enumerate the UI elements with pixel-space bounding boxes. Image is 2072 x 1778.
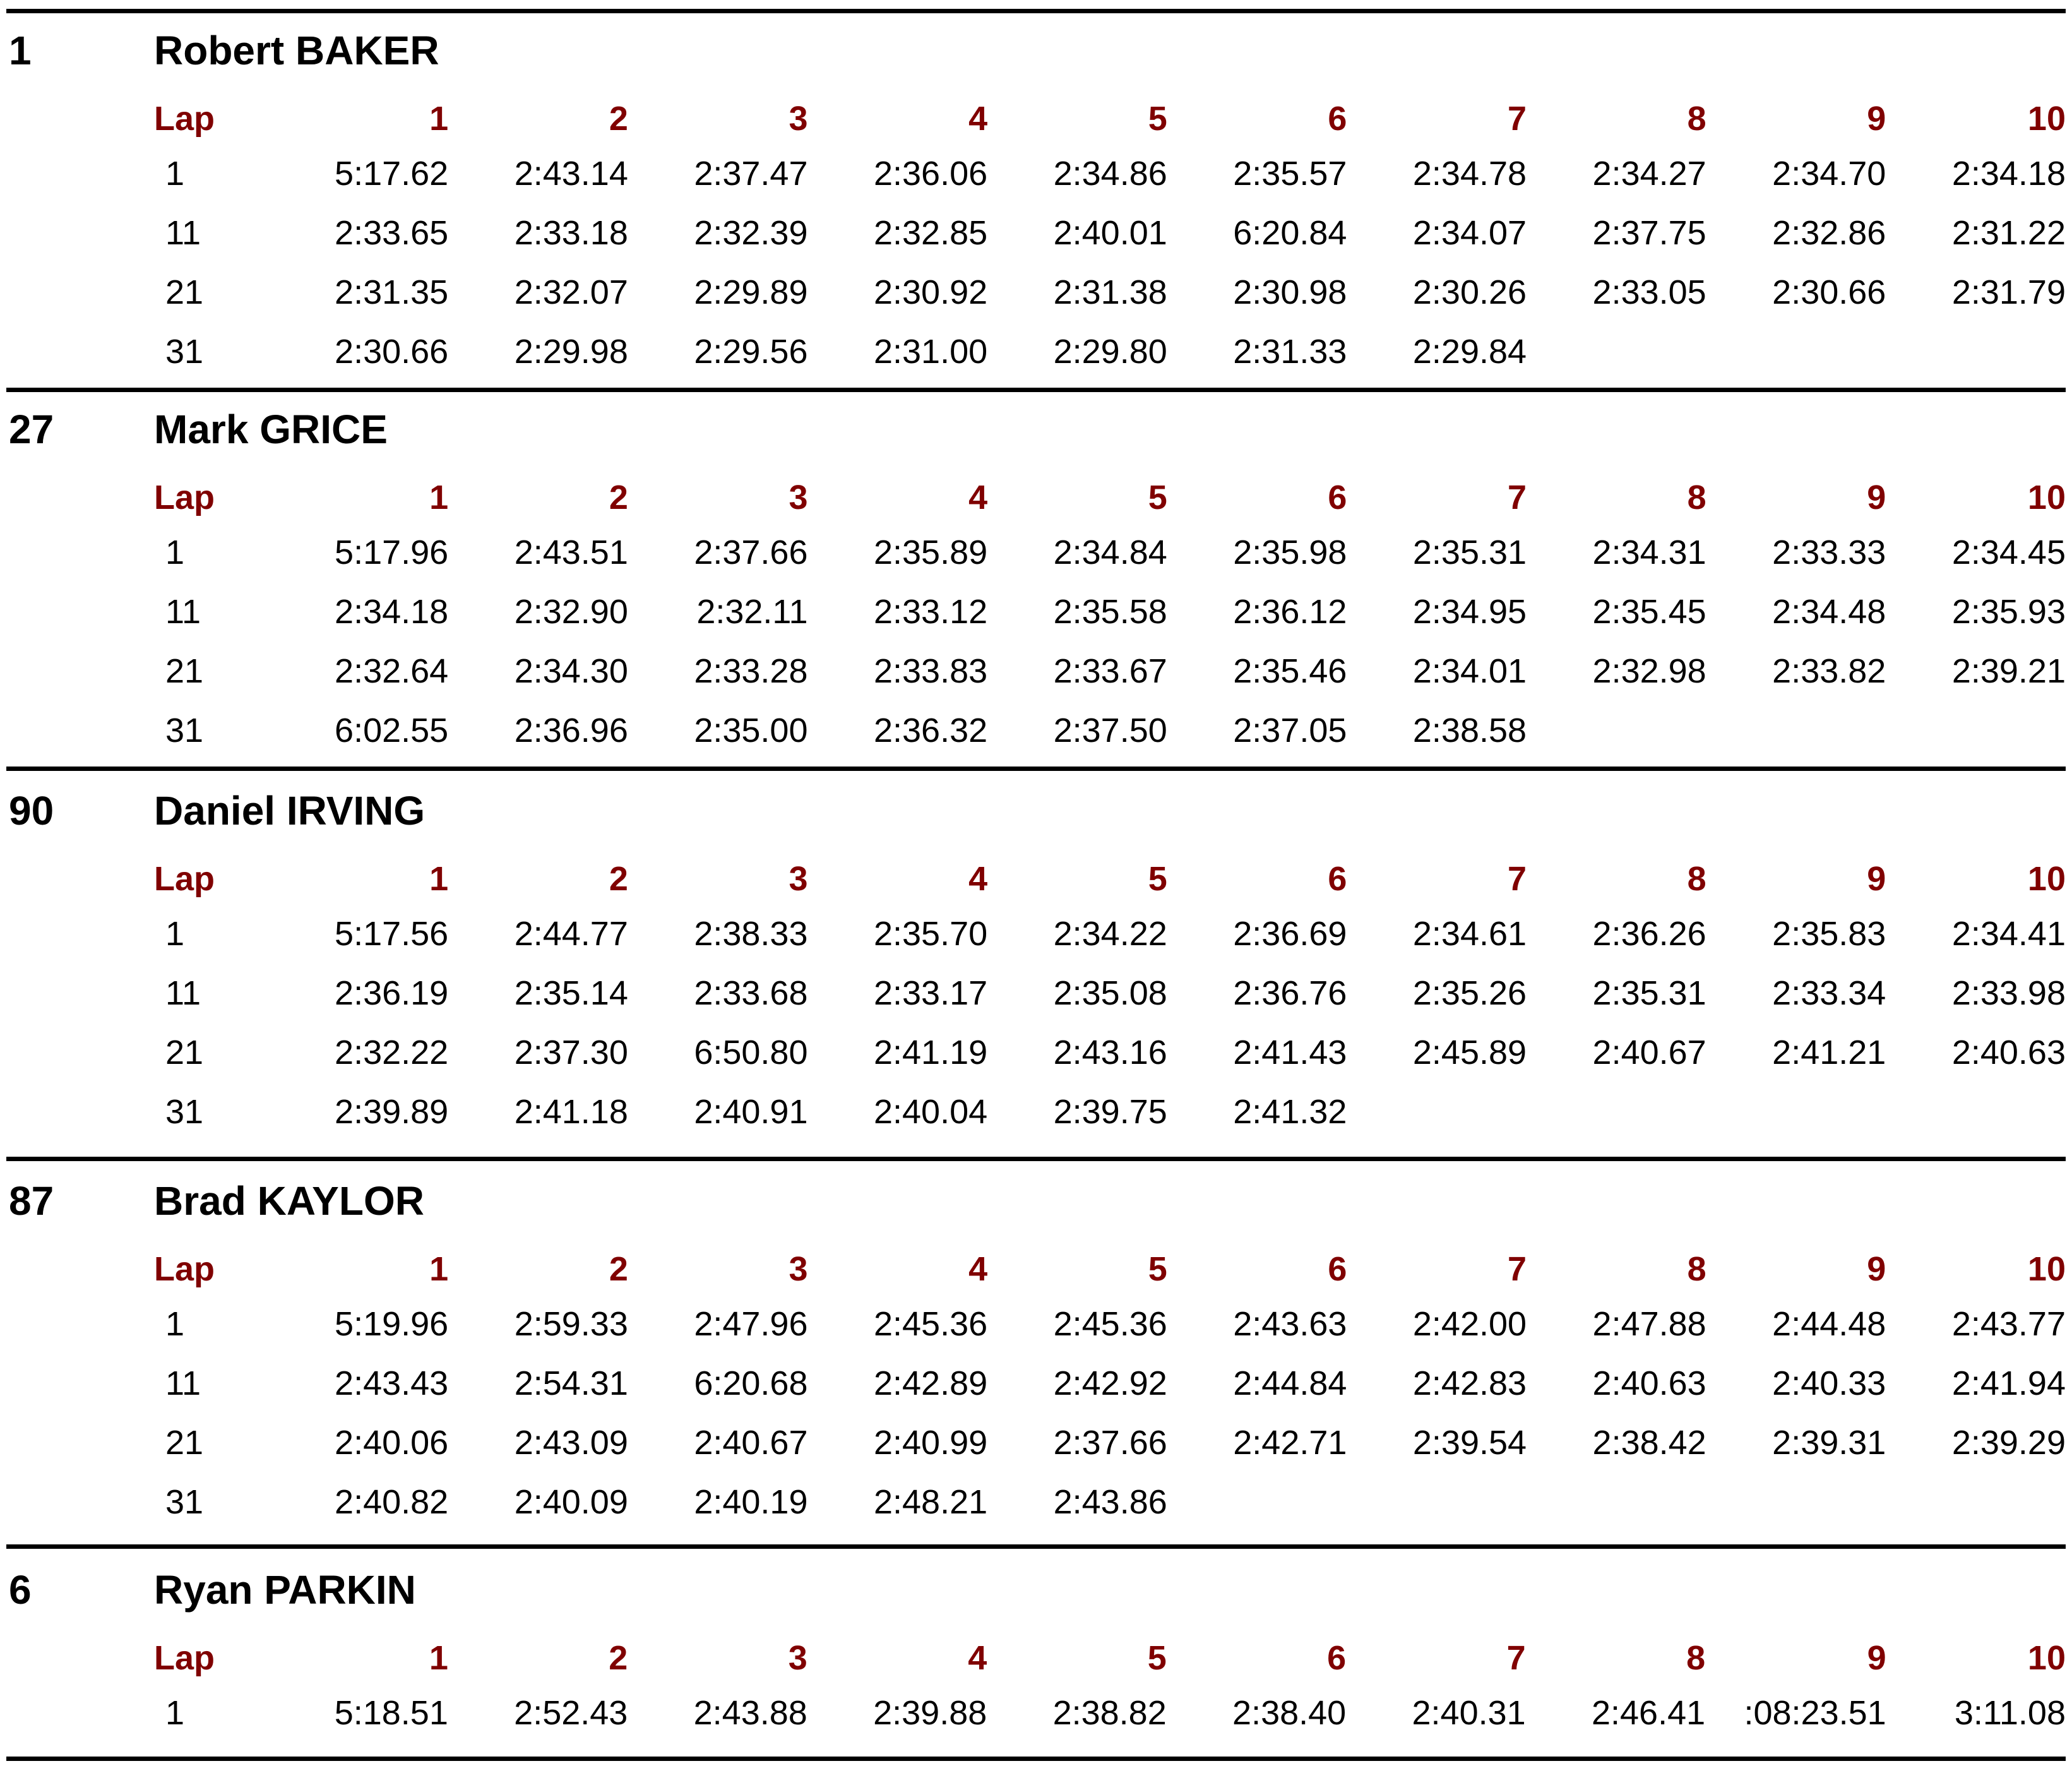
lap-column-header: 4 xyxy=(968,100,988,138)
lap-time-cell: 2:31.79 xyxy=(1951,273,2066,311)
lap-time-cell: 2:35.83 xyxy=(1772,915,1886,953)
car-number: 1 xyxy=(9,28,32,73)
lap-time-cell: 2:39.75 xyxy=(1053,1093,1167,1131)
rule-top xyxy=(6,9,2066,13)
lap-header-label: Lap xyxy=(154,1639,215,1677)
lap-column-header: 5 xyxy=(1148,860,1167,898)
lap-column-header: 8 xyxy=(1687,479,1706,516)
lap-column-header: 3 xyxy=(789,100,808,138)
lap-time-cell: 2:36.69 xyxy=(1233,915,1347,953)
lap-time-cell: 2:44.48 xyxy=(1772,1305,1886,1343)
lap-time-cell: 2:37.47 xyxy=(694,155,808,193)
lap-time-cell: 2:40.19 xyxy=(694,1483,808,1521)
lap-time-cell: 2:40.09 xyxy=(514,1483,628,1521)
lap-time-cell: 2:42.71 xyxy=(1233,1424,1347,1462)
lap-time-cell: 2:41.18 xyxy=(514,1093,628,1131)
lap-time-cell: 2:35.00 xyxy=(694,712,808,749)
lap-row-start: 1 xyxy=(165,915,185,953)
lap-row-start: 11 xyxy=(165,593,201,631)
lap-time-cell: 6:50.80 xyxy=(694,1034,808,1071)
lap-column-header: 3 xyxy=(789,860,808,898)
lap-time-cell: 2:40.91 xyxy=(694,1093,808,1131)
lap-column-header: 4 xyxy=(968,1639,987,1677)
lap-time-cell: 6:20.68 xyxy=(694,1364,808,1402)
lap-time-cell xyxy=(1533,1082,1713,1142)
lap-time-cell: 2:30.66 xyxy=(335,333,449,371)
lap-time-cell: 2:48.21 xyxy=(873,1483,988,1521)
lap-column-header: 7 xyxy=(1506,1639,1526,1677)
lap-column-header: 3 xyxy=(789,479,808,516)
lap-header-label: Lap xyxy=(154,860,215,898)
lap-row-start: 31 xyxy=(165,1483,204,1521)
lap-time-cell: 2:30.66 xyxy=(1772,273,1886,311)
lap-time-cell: 2:40.33 xyxy=(1772,1364,1886,1402)
lap-column-header: 6 xyxy=(1328,1250,1347,1288)
lap-column-header: 6 xyxy=(1328,479,1347,516)
lap-time-cell: 2:39.21 xyxy=(1951,652,2066,690)
lap-row xyxy=(139,641,2072,701)
lap-time-cell: 2:41.21 xyxy=(1772,1034,1886,1071)
lap-time-cell: 2:42.89 xyxy=(873,1364,988,1402)
rule-divider xyxy=(6,767,2066,771)
lap-column-header: 10 xyxy=(2027,1250,2066,1288)
lap-row xyxy=(139,523,2072,582)
lap-time-cell: 2:32.86 xyxy=(1772,214,1886,252)
lap-time-cell xyxy=(1892,701,2072,760)
lap-column-header: 3 xyxy=(789,1250,808,1288)
lap-time-cell: 2:36.12 xyxy=(1233,593,1347,631)
lap-time-cell: 2:47.88 xyxy=(1592,1305,1706,1343)
lap-time-cell: 2:43.16 xyxy=(1053,1034,1167,1071)
lap-row xyxy=(139,263,2072,322)
lap-time-cell: 2:41.43 xyxy=(1233,1034,1347,1071)
lap-column-header: 2 xyxy=(609,860,628,898)
driver-name: Robert BAKER xyxy=(154,28,439,73)
lap-time-cell: 2:35.31 xyxy=(1592,974,1706,1012)
lap-time-cell: 2:33.82 xyxy=(1772,652,1886,690)
lap-time-cell: 2:34.07 xyxy=(1412,214,1527,252)
driver-section xyxy=(0,1557,2072,1732)
lap-time-cell: 2:38.33 xyxy=(694,915,808,953)
lap-time-cell: 2:40.63 xyxy=(1951,1034,2066,1071)
rule-divider xyxy=(6,388,2066,392)
lap-column-header: 10 xyxy=(2027,1639,2066,1677)
lap-row xyxy=(139,1082,2072,1142)
lap-row-start: 21 xyxy=(165,1034,204,1071)
lap-row xyxy=(139,582,2072,641)
lap-time-cell: 5:17.62 xyxy=(335,155,449,193)
lap-time-cell xyxy=(1892,322,2072,381)
lap-time-cell: 2:34.45 xyxy=(1951,534,2066,571)
rule-bottom xyxy=(6,1757,2066,1761)
lap-time-cell: 2:35.46 xyxy=(1233,652,1347,690)
lap-column-header: 9 xyxy=(1867,860,1886,898)
lap-column-header: 9 xyxy=(1867,100,1886,138)
lap-time-cell xyxy=(1713,701,1893,760)
lap-column-header: 2 xyxy=(609,100,628,138)
lap-time-cell xyxy=(1533,1472,1713,1532)
lap-time-cell: 2:40.63 xyxy=(1592,1364,1706,1402)
lap-time-cell: 2:37.75 xyxy=(1592,214,1706,252)
lap-time-cell: 2:34.84 xyxy=(1053,534,1167,571)
lap-row xyxy=(139,1413,2072,1472)
lap-time-cell: 5:17.56 xyxy=(335,915,449,953)
lap-column-header: 10 xyxy=(2027,860,2066,898)
lap-row xyxy=(139,701,2072,760)
lap-column-header: 6 xyxy=(1328,100,1347,138)
lap-time-cell: 2:34.22 xyxy=(1053,915,1167,953)
driver-name: Ryan PARKIN xyxy=(154,1567,416,1613)
lap-row-start: 21 xyxy=(165,273,204,311)
lap-header-row xyxy=(139,854,2072,904)
lap-header-label: Lap xyxy=(154,479,215,516)
lap-time-cell: 2:35.45 xyxy=(1592,593,1706,631)
lap-column-header: 7 xyxy=(1508,860,1527,898)
lap-row xyxy=(139,1354,2072,1413)
lap-time-cell: 2:39.88 xyxy=(873,1694,987,1732)
lap-column-header: 4 xyxy=(968,479,988,516)
lap-time-cell: 2:33.65 xyxy=(335,214,449,252)
lap-time-cell xyxy=(1353,1472,1533,1532)
lap-time-cell: 2:34.27 xyxy=(1592,155,1706,193)
lap-time-cell: 6:20.84 xyxy=(1233,214,1347,252)
lap-time-cell: 2:35.93 xyxy=(1951,593,2066,631)
lap-time-cell: 2:30.26 xyxy=(1412,273,1527,311)
lap-time-cell: 2:35.26 xyxy=(1412,974,1527,1012)
lap-row-start: 1 xyxy=(165,155,185,193)
lap-column-header: 7 xyxy=(1508,1250,1527,1288)
lap-column-header: 1 xyxy=(429,100,449,138)
lap-column-header: 4 xyxy=(968,860,988,898)
lap-time-cell: 2:35.57 xyxy=(1233,155,1347,193)
lap-time-cell: 2:40.82 xyxy=(335,1483,449,1521)
lap-row xyxy=(139,904,2072,964)
lap-column-header: 1 xyxy=(429,479,449,516)
lap-column-header: 8 xyxy=(1686,1639,1706,1677)
rule-divider xyxy=(6,1157,2066,1161)
lap-time-cell: 2:34.41 xyxy=(1951,915,2066,953)
lap-time-cell: 2:43.88 xyxy=(693,1694,807,1732)
lap-time-cell: 2:34.01 xyxy=(1412,652,1527,690)
lap-column-header: 2 xyxy=(609,1250,628,1288)
lap-time-cell: 5:18.51 xyxy=(334,1694,448,1732)
lap-column-header: 1 xyxy=(429,1250,449,1288)
lap-time-cell: 2:41.19 xyxy=(873,1034,988,1071)
car-number: 6 xyxy=(9,1567,32,1613)
driver-name: Mark GRICE xyxy=(154,407,388,452)
lap-time-cell: 2:33.98 xyxy=(1951,974,2066,1012)
lap-time-cell xyxy=(1713,322,1893,381)
lap-time-cell: 2:33.18 xyxy=(514,214,628,252)
lap-time-cell: 2:30.98 xyxy=(1233,273,1347,311)
lap-time-cell: 2:40.06 xyxy=(335,1424,449,1462)
lap-time-cell: 2:35.08 xyxy=(1053,974,1167,1012)
lap-time-cell: 2:34.31 xyxy=(1592,534,1706,571)
lap-row-start: 21 xyxy=(165,652,204,690)
lap-time-cell: 2:32.39 xyxy=(694,214,808,252)
lap-time-cell: 2:32.85 xyxy=(873,214,988,252)
lap-time-cell: 2:33.34 xyxy=(1772,974,1886,1012)
lap-row-start: 21 xyxy=(165,1424,204,1462)
lap-time-cell xyxy=(1353,1082,1533,1142)
lap-time-cell: 2:36.06 xyxy=(873,155,988,193)
driver-name: Brad KAYLOR xyxy=(154,1178,424,1224)
lap-time-cell: 2:31.22 xyxy=(1951,214,2066,252)
lap-column-header: 5 xyxy=(1147,1639,1167,1677)
lap-time-cell: 2:39.29 xyxy=(1951,1424,2066,1462)
lap-time-cell: 2:30.92 xyxy=(873,273,988,311)
lap-time-cell: 2:34.30 xyxy=(514,652,628,690)
lap-time-cell: 2:43.77 xyxy=(1951,1305,2066,1343)
car-number: 90 xyxy=(9,788,54,833)
lap-header-row xyxy=(139,472,2072,523)
lap-header-row xyxy=(139,1244,2072,1294)
lap-time-cell: 2:40.31 xyxy=(1412,1694,1526,1732)
lap-column-header: 8 xyxy=(1687,1250,1706,1288)
lap-column-header: 9 xyxy=(1867,1250,1886,1288)
lap-time-cell xyxy=(1713,1472,1893,1532)
lap-time-cell: 2:47.96 xyxy=(694,1305,808,1343)
lap-row-start: 1 xyxy=(165,1694,185,1732)
lap-time-cell: 2:34.86 xyxy=(1053,155,1167,193)
lap-times-table xyxy=(139,1244,2072,1532)
lap-column-header: 7 xyxy=(1508,479,1527,516)
lap-time-cell: 2:46.41 xyxy=(1591,1694,1706,1732)
lap-time-cell: 2:32.22 xyxy=(335,1034,449,1071)
lap-times-table xyxy=(139,1633,2072,1743)
lap-row-start: 11 xyxy=(165,214,201,252)
lap-time-cell: 3:11.08 xyxy=(1954,1694,2066,1732)
lap-time-cell: 2:41.32 xyxy=(1233,1093,1347,1131)
lap-time-cell: 2:34.48 xyxy=(1772,593,1886,631)
lap-time-cell: 2:34.95 xyxy=(1412,593,1527,631)
lap-time-cell: 2:52.43 xyxy=(514,1694,628,1732)
lap-time-cell: 2:29.56 xyxy=(694,333,808,371)
lap-time-cell: 2:45.36 xyxy=(1053,1305,1167,1343)
lap-time-cell: 2:36.32 xyxy=(873,712,988,749)
lap-time-cell xyxy=(1533,322,1713,381)
lap-time-cell: 2:36.26 xyxy=(1592,915,1706,953)
lap-row xyxy=(139,1683,2072,1743)
lap-column-header: 5 xyxy=(1148,479,1167,516)
lap-header-row xyxy=(139,1633,2072,1683)
lap-time-cell: 2:38.40 xyxy=(1232,1694,1347,1732)
lap-column-header: 4 xyxy=(968,1250,988,1288)
lap-time-cell: 2:43.14 xyxy=(514,155,628,193)
lap-time-cell xyxy=(1713,1082,1893,1142)
lap-time-cell: 2:39.54 xyxy=(1412,1424,1527,1462)
lap-column-header: 1 xyxy=(429,860,449,898)
lap-time-cell: 2:44.77 xyxy=(514,915,628,953)
lap-time-cell: 2:33.05 xyxy=(1592,273,1706,311)
lap-column-header: 3 xyxy=(788,1639,807,1677)
lap-time-cell: 2:29.98 xyxy=(514,333,628,371)
lap-row xyxy=(139,964,2072,1023)
lap-row xyxy=(139,203,2072,263)
lap-time-cell: 2:39.89 xyxy=(335,1093,449,1131)
lap-row xyxy=(139,1294,2072,1354)
driver-section xyxy=(0,18,2072,371)
lap-time-cell: :08:23.51 xyxy=(1744,1694,1886,1732)
lap-row-start: 31 xyxy=(165,712,204,749)
lap-time-cell: 2:34.70 xyxy=(1772,155,1886,193)
lap-column-header: 10 xyxy=(2027,479,2066,516)
lap-column-header: 9 xyxy=(1867,479,1886,516)
lap-row xyxy=(139,322,2072,381)
lap-time-cell: 2:59.33 xyxy=(514,1305,628,1343)
rule-divider xyxy=(6,1544,2066,1549)
lap-time-cell: 2:35.58 xyxy=(1053,593,1167,631)
lap-time-cell: 2:38.42 xyxy=(1592,1424,1706,1462)
lap-time-cell: 2:43.63 xyxy=(1233,1305,1347,1343)
lap-column-header: 5 xyxy=(1148,100,1167,138)
lap-column-header: 10 xyxy=(2027,100,2066,138)
lap-time-cell: 2:29.84 xyxy=(1412,333,1527,371)
lap-row-start: 31 xyxy=(165,333,204,371)
lap-time-cell: 2:40.04 xyxy=(873,1093,988,1131)
lap-time-cell: 2:43.86 xyxy=(1053,1483,1167,1521)
lap-time-cell: 2:37.66 xyxy=(1053,1424,1167,1462)
lap-row xyxy=(139,144,2072,203)
lap-time-cell: 2:40.01 xyxy=(1053,214,1167,252)
lap-time-cell: 2:34.61 xyxy=(1412,915,1527,953)
lap-row xyxy=(139,1023,2072,1082)
lap-time-cell: 2:38.58 xyxy=(1412,712,1527,749)
lap-time-cell: 2:39.31 xyxy=(1772,1424,1886,1462)
driver-section xyxy=(0,1168,2072,1521)
lap-time-cell: 2:40.67 xyxy=(1592,1034,1706,1071)
lap-column-header: 2 xyxy=(609,1639,628,1677)
lap-column-header: 8 xyxy=(1687,860,1706,898)
lap-time-cell: 5:19.96 xyxy=(335,1305,449,1343)
lap-row-start: 11 xyxy=(165,1364,201,1402)
lap-time-cell: 2:32.98 xyxy=(1592,652,1706,690)
lap-time-cell: 2:31.35 xyxy=(335,273,449,311)
lap-time-cell: 2:40.67 xyxy=(694,1424,808,1462)
lap-column-header: 9 xyxy=(1867,1639,1886,1677)
car-number: 27 xyxy=(9,407,54,452)
lap-time-cell: 2:37.66 xyxy=(694,534,808,571)
lap-time-cell: 2:32.07 xyxy=(514,273,628,311)
lap-column-header: 5 xyxy=(1148,1250,1167,1288)
lap-time-cell: 2:33.28 xyxy=(694,652,808,690)
driver-section xyxy=(0,397,2072,749)
lap-time-cell: 2:33.17 xyxy=(873,974,988,1012)
car-number: 87 xyxy=(9,1178,54,1224)
lap-time-cell: 2:35.89 xyxy=(873,534,988,571)
lap-time-cell: 2:36.19 xyxy=(335,974,449,1012)
driver-section xyxy=(0,778,2072,1131)
lap-time-cell: 2:42.83 xyxy=(1412,1364,1527,1402)
lap-row-start: 31 xyxy=(165,1093,204,1131)
lap-time-cell xyxy=(1533,701,1713,760)
lap-time-cell: 2:33.67 xyxy=(1053,652,1167,690)
lap-time-cell: 2:33.83 xyxy=(873,652,988,690)
lap-time-cell: 2:34.18 xyxy=(1951,155,2066,193)
lap-row xyxy=(139,1472,2072,1532)
lap-times-table xyxy=(139,854,2072,1142)
lap-time-cell: 2:35.70 xyxy=(873,915,988,953)
lap-time-cell: 2:37.30 xyxy=(514,1034,628,1071)
lap-time-cell: 2:35.31 xyxy=(1412,534,1527,571)
lap-header-label: Lap xyxy=(154,100,215,138)
lap-time-cell: 2:31.33 xyxy=(1233,333,1347,371)
lap-header-label: Lap xyxy=(154,1250,215,1288)
lap-time-cell: 2:42.00 xyxy=(1412,1305,1527,1343)
lap-time-cell: 2:42.92 xyxy=(1053,1364,1167,1402)
lap-time-cell: 2:35.14 xyxy=(514,974,628,1012)
lap-time-cell: 2:43.43 xyxy=(335,1364,449,1402)
lap-time-cell: 2:45.36 xyxy=(873,1305,988,1343)
lap-time-cell: 2:44.84 xyxy=(1233,1364,1347,1402)
lap-times-table xyxy=(139,93,2072,381)
lap-time-cell: 2:43.51 xyxy=(514,534,628,571)
lap-time-cell: 6:02.55 xyxy=(335,712,449,749)
lap-column-header: 2 xyxy=(609,479,628,516)
lap-time-cell: 2:33.12 xyxy=(873,593,988,631)
lap-time-cell: 2:33.33 xyxy=(1772,534,1886,571)
lap-time-cell: 2:37.05 xyxy=(1233,712,1347,749)
lap-column-header: 7 xyxy=(1508,100,1527,138)
lap-time-cell: 2:36.76 xyxy=(1233,974,1347,1012)
lap-time-cell: 2:32.90 xyxy=(514,593,628,631)
lap-time-cell: 2:37.50 xyxy=(1053,712,1167,749)
driver-name: Daniel IRVING xyxy=(154,788,426,833)
lap-column-header: 8 xyxy=(1687,100,1706,138)
lap-time-cell xyxy=(1892,1082,2072,1142)
lap-time-cell: 2:32.11 xyxy=(696,593,808,631)
lap-time-cell: 2:33.68 xyxy=(694,974,808,1012)
lap-time-cell xyxy=(1174,1472,1354,1532)
lap-time-cell: 2:40.99 xyxy=(873,1424,988,1462)
lap-times-table xyxy=(139,472,2072,760)
lap-time-cell: 2:45.89 xyxy=(1412,1034,1527,1071)
lap-row-start: 1 xyxy=(165,1305,185,1343)
lap-time-cell: 2:41.94 xyxy=(1951,1364,2066,1402)
lap-time-cell: 2:34.78 xyxy=(1412,155,1527,193)
lap-time-cell: 2:35.98 xyxy=(1233,534,1347,571)
lap-time-cell: 2:29.80 xyxy=(1053,333,1167,371)
lap-header-row xyxy=(139,93,2072,144)
lap-column-header: 6 xyxy=(1328,860,1347,898)
lap-time-cell: 2:29.89 xyxy=(694,273,808,311)
lap-column-header: 1 xyxy=(429,1639,448,1677)
lap-time-cell: 2:54.31 xyxy=(514,1364,628,1402)
lap-time-cell: 2:36.96 xyxy=(514,712,628,749)
lap-time-cell xyxy=(1892,1472,2072,1532)
lap-time-cell: 5:17.96 xyxy=(335,534,449,571)
lap-time-cell: 2:38.82 xyxy=(1052,1694,1167,1732)
lap-row-start: 1 xyxy=(165,534,185,571)
lap-column-header: 6 xyxy=(1327,1639,1347,1677)
lap-time-cell: 2:34.18 xyxy=(335,593,449,631)
lap-row-start: 11 xyxy=(165,974,201,1012)
lap-time-cell: 2:31.00 xyxy=(873,333,988,371)
lap-time-cell: 2:31.38 xyxy=(1053,273,1167,311)
lap-time-cell: 2:32.64 xyxy=(335,652,449,690)
lap-time-cell: 2:43.09 xyxy=(514,1424,628,1462)
